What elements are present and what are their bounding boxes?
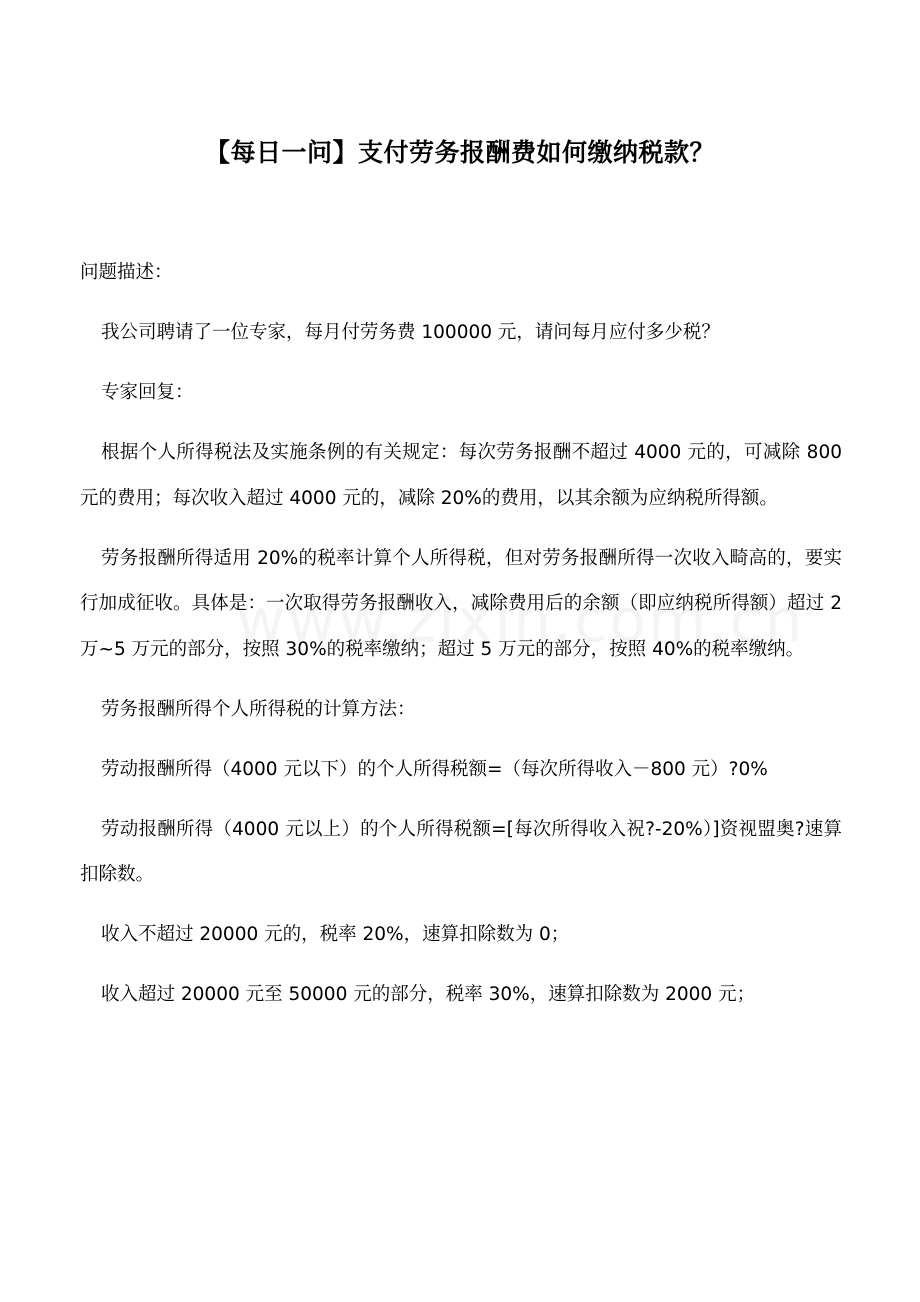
- answer-paragraph: 根据个人所得税法及实施条例的有关规定：每次劳务报酬不超过 4000 元的，可减除 800 元的费用；每次收入超过 4000 元的，减除 20%的费用，以其余额为应纳税所得额。: [80, 442, 842, 509]
- document-body: [80, 250, 842, 1032]
- formula-line: 劳动报酬所得（4000 元以上）的个人所得税额=[每次所得收入祝?-20%）]资视盟奥?速算扣除数。: [80, 818, 842, 885]
- answer-paragraph: 劳务报酬所得适用 20%的税率计算个人所得税，但对劳务报酬所得一次收入畸高的，要实行加成征收。具体是：一次取得劳务报酬收入，减除费用后的余额（即应纳税所得额）超过 2 万~5 万元的部分，按照 30%的税率缴纳；超过 5 万元的部分，按照 40%的税率缴纳。: [80, 547, 842, 660]
- method-heading: 劳务报酬所得个人所得税的计算方法：: [101, 698, 416, 720]
- question-text: 我公司聘请了一位专家，每月付劳务费 100000 元，请问每月应付多少税？: [101, 322, 720, 343]
- page-title: 【每日一问】支付劳务报酬费如何缴纳税款？: [204, 137, 715, 167]
- formula-line: 劳动报酬所得（4000 元以下）的个人所得税额=（每次所得收入－800 元）?0%: [101, 758, 768, 780]
- rate-line: 收入超过 20000 元至 50000 元的部分，税率 30%，速算扣除数为 2000 元；: [101, 984, 756, 1005]
- question-heading: 问题描述：: [80, 262, 173, 283]
- rate-line: 收入不超过 20000 元的，税率 20%，速算扣除数为 0；: [101, 924, 570, 945]
- answer-heading: 专家回复：: [101, 382, 194, 403]
